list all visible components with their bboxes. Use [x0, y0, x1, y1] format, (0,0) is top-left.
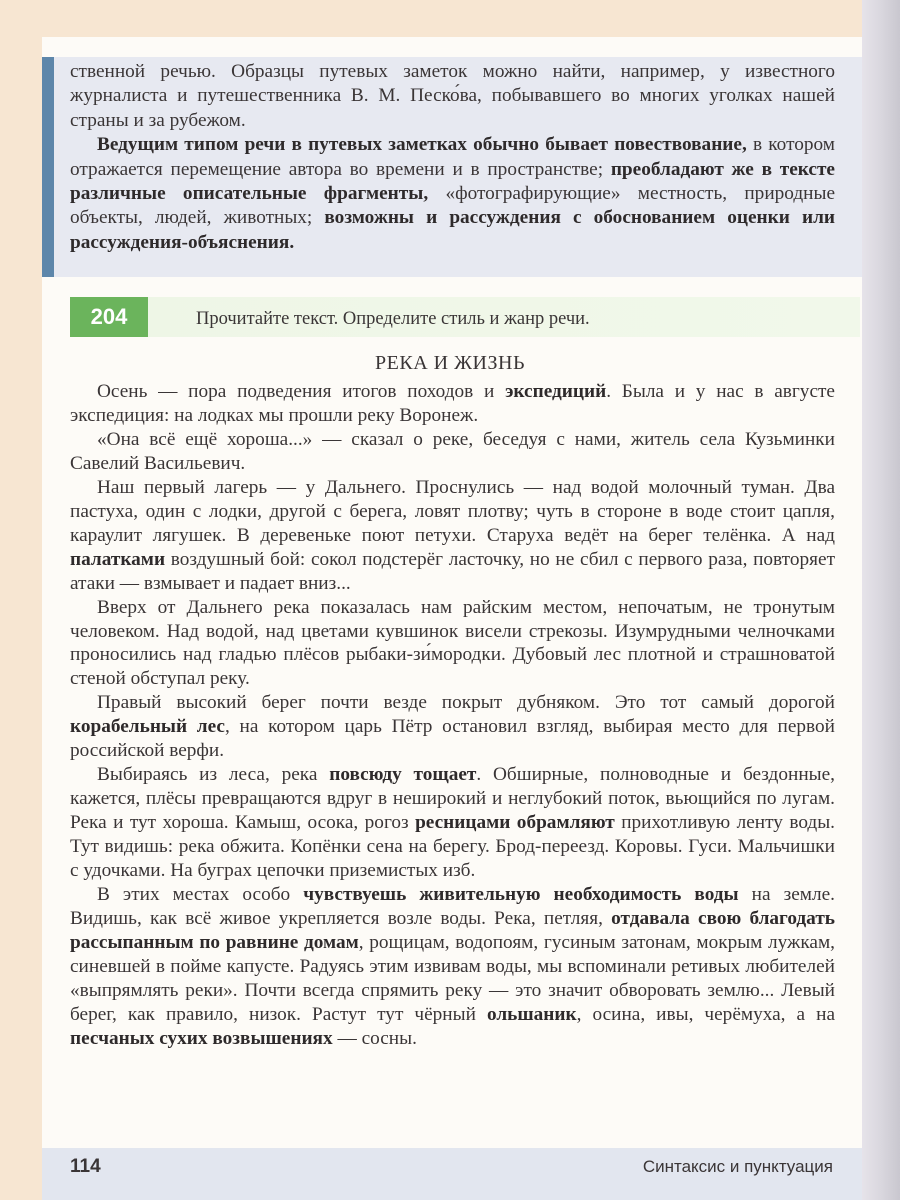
text-run: Правый высокий берег почти везде покрыт дубняком. Это тот самый дорогой	[97, 692, 835, 714]
text-run: Выбираясь из леса, река	[97, 764, 330, 786]
bold-text-run: преобладают же в тексте различные описательные фрагменты,	[70, 158, 835, 205]
theory-accent-bar	[42, 57, 54, 277]
text-run: . Обширные, полноводные и бездонные, кажется, плёсы превращаются вдруг в неширокий и неглубокий поток, вьющийся по лугам. Река и тут хороша. Камыш, осока, рогоз	[70, 764, 835, 834]
exercise-task: Прочитайте текст. Определите стиль и жанр речи.	[196, 309, 590, 329]
story-title: РЕКА И ЖИЗНЬ	[375, 352, 525, 374]
bold-text-run: экспедиций	[505, 381, 607, 402]
text-run: в котором отражается перемещение автора во времени и в пространстве;	[70, 134, 835, 180]
story-paragraph	[70, 596, 835, 692]
exercise-number-badge: 204	[70, 297, 148, 337]
story-paragraph	[70, 883, 835, 1051]
text-run: , рощицам, водопоям, гусиным затонам, мокрым лужкам, синевшей в пойме капусте. Радуясь этим извивам воды, мы вспоминали ретивых любителей «выпрямлять реки». Почти всегда спрямить реку — это значит обворовать землю... Левый берег, как правило, низок. Растут тут чёрный	[70, 931, 835, 1025]
text-run: на земле. Видишь, как всё живое укрепляется возле воды. Река, петляя,	[70, 884, 835, 929]
text-run: Наш первый лагерь — у Дальнего. Проснулись — над водой молочный туман. Два пастуха, один с лодки, другой с берега, ловят плотву; чуть в стороне в воде стоит цапля, караулит лягушек. В деревеньке поют петухи. Старуха ведёт на берег телёнка. А над	[70, 476, 835, 546]
book-spine-edge	[862, 0, 900, 1200]
story-text	[70, 380, 835, 1051]
theory-text	[70, 60, 835, 255]
text-run: воздушный бой: сокол подстерёг ласточку, но не сбил с первого раза, повторяет атаки — взмывает и падает вниз...	[70, 548, 835, 594]
page-number: 114	[70, 1156, 101, 1177]
text-run: прихотливую ленту воды. Тут видишь: река обжита. Копёнки сена на берегу. Брод-переезд. Коровы. Гуси. Мальчишки с удочками. На буграх цепочки приземистых изб.	[70, 812, 835, 882]
bold-text-run: чувствуешь живительную необходимость воды	[303, 884, 739, 906]
text-run: ственной речью. Образцы путевых заметок можно найти, например, у известного журналиста и путешественника В. М. Песко́ва, побывавшего во многих уголках нашей страны и за рубежом.	[70, 61, 835, 131]
theory-paragraph-2	[70, 133, 835, 255]
text-run: Вверх от Дальнего река показалась нам райским местом, непочатым, не тронутым человеком. Над водой, над цветами кувшинок висели стрекозы. Изумрудными челночками проносились над гладью плёсов рыбаки-зи́мородки. Дубовый лес плотной и страшноватой стеной обступал реку.	[70, 596, 835, 690]
story-paragraph	[70, 380, 835, 428]
text-run: Осень — пора подведения итогов походов и	[97, 381, 506, 402]
text-run: — сосны.	[332, 1027, 417, 1049]
text-run: «фотографирующие» местность, природные объекты, людей, животных;	[70, 183, 836, 229]
bold-text-run: возможны и рассуждения с обоснованием оценки или рассуждения-объяснения.	[70, 207, 835, 253]
bold-text-run: палатками	[70, 548, 166, 570]
text-run: . Была и у нас в августе экспедиция: на лодках мы прошли реку Воронеж.	[70, 381, 835, 426]
story-paragraph	[70, 763, 835, 883]
bold-text-run: ресницами обрамляют	[415, 812, 615, 834]
bold-text-run: песчаных сухих возвышениях	[70, 1027, 333, 1049]
bold-text-run: отдавала свою благодать рассыпанным по равнине домам	[70, 907, 835, 953]
text-run: , на котором царь Пётр остановил взгляд, выбирая место для первой российской верфи.	[70, 716, 835, 762]
bold-text-run: Ведущим типом речи в путевых заметках обычно бывает повествование,	[97, 134, 747, 156]
text-run: В этих местах особо	[97, 884, 304, 906]
story-paragraph	[70, 476, 835, 596]
text-run: «Она всё ещё хороша...» — сказал о реке, беседуя с нами, житель села Кузьминки Савелий Васильевич.	[70, 428, 835, 474]
story-paragraph	[70, 428, 835, 476]
bold-text-run: повсюду тощает	[329, 764, 477, 786]
bold-text-run: корабельный лес	[70, 716, 225, 738]
section-name: Синтаксис и пунктуация	[642, 1157, 833, 1176]
bold-text-run: ольшаник	[486, 1003, 577, 1025]
text-run: , осина, ивы, черёмуха, а на	[576, 1003, 835, 1025]
theory-paragraph-1	[70, 60, 835, 133]
story-paragraph	[70, 691, 835, 763]
